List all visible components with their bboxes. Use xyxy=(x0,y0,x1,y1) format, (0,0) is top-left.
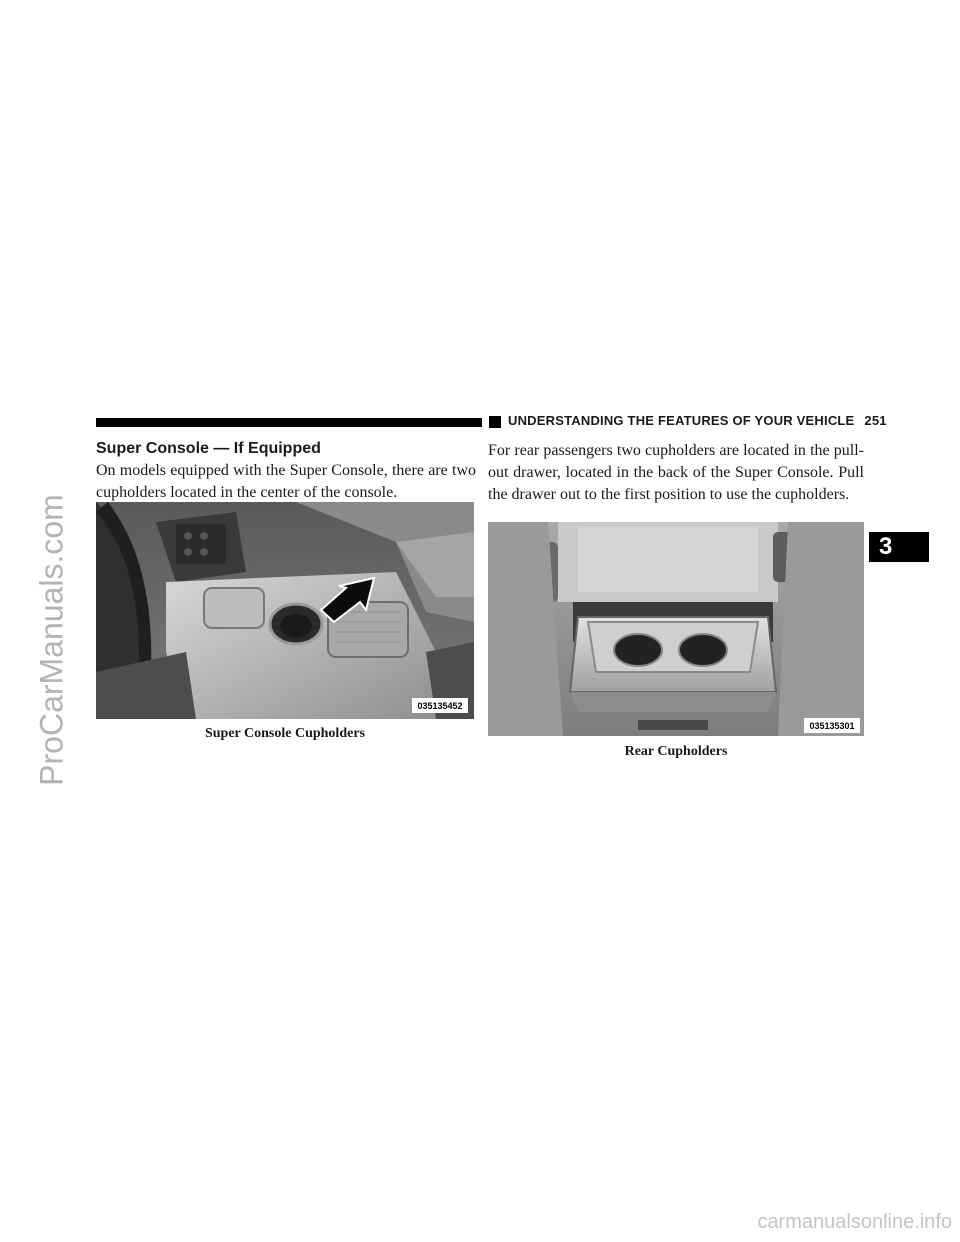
header-title: UNDERSTANDING THE FEATURES OF YOUR VEHICLE xyxy=(508,413,855,428)
figure-caption: Rear Cupholders xyxy=(624,744,728,759)
header-marker xyxy=(489,416,501,428)
rear-cupholders-illustration xyxy=(488,522,864,736)
side-watermark: ProCarManuals.com xyxy=(33,494,70,786)
right-paragraph: For rear passengers two cupholders are located in the pull-out drawer, located in the back of the Super Console. Pull the drawer out to the first position to use the cupholders. xyxy=(488,442,864,503)
super-console-illustration xyxy=(96,502,474,719)
figure-code: 035135301 xyxy=(809,721,855,731)
figure-caption: Super Console Cupholders xyxy=(204,726,365,741)
header-rule xyxy=(96,418,482,427)
running-header xyxy=(508,413,887,428)
page-number: 251 xyxy=(864,413,887,428)
chapter-tab: 3 xyxy=(869,532,929,562)
section-heading: Super Console — If Equipped xyxy=(96,440,321,457)
super-console-figure xyxy=(96,502,474,719)
rear-cupholders-figure xyxy=(488,522,864,736)
bottom-watermark: carmanualsonline.info xyxy=(757,1211,952,1233)
figure-code: 035135452 xyxy=(417,701,463,711)
left-paragraph: On models equipped with the Super Console, there are two cupholders located in the center of the console. xyxy=(96,462,476,501)
